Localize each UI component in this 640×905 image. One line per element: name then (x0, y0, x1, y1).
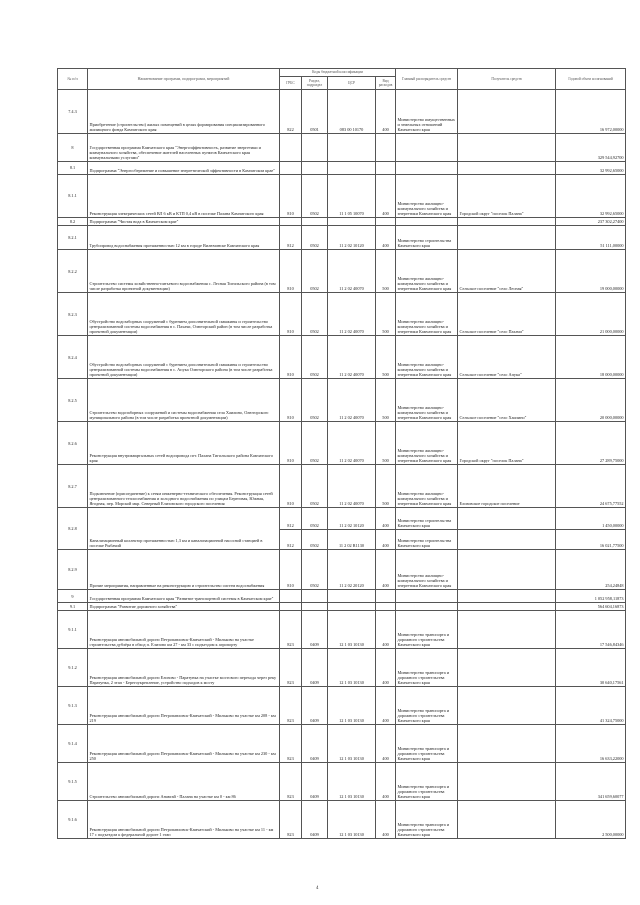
row-recipient (458, 162, 556, 175)
row-vr: 400 (376, 550, 396, 590)
row-main: Министерство транспорта и дорожного строительства Камчатского края (396, 611, 458, 649)
row-csr: 11 2 02 10120 (328, 508, 376, 530)
row-grbs (280, 603, 302, 611)
row-vr: 400 (376, 611, 396, 649)
row-main (396, 603, 458, 611)
table-header (58, 69, 626, 90)
row-name: Подпрограмма "Чистая вода в Камчатском крае" (88, 218, 280, 226)
row-amount: 30 640,17561 (556, 649, 626, 687)
row-main: Министерство транспорта и дорожного строительства Камчатского края (396, 763, 458, 801)
row-rz (302, 603, 328, 611)
row-grbs (280, 162, 302, 175)
row-name: Реконструкция автомобильной дороги Петропавловск-Камчатский - Мильково на участке км 11 - км 17 с подъездом к федеральной дороге 1 этап (88, 801, 280, 839)
row-main: Министерство жилищно-коммунального хозяйства и энергетики Камчатского края (396, 250, 458, 293)
row-rz: 0502 (302, 465, 328, 508)
row-csr: 11 2 02 40070 (328, 422, 376, 465)
header-rzpr: Раздел, подраздел (302, 77, 328, 90)
row-recipient (458, 801, 556, 839)
row-amount: 51 111,00000 (556, 226, 626, 250)
row-csr (328, 590, 376, 603)
row-main (396, 162, 458, 175)
row-vr: 500 (376, 250, 396, 293)
row-recipient: Сельское поселение "село Апука" (458, 336, 556, 379)
row-csr (328, 218, 376, 226)
budget-table (57, 68, 626, 839)
row-name: Подпрограмма "Энергосбережение и повышение энергетической эффективности в Камчатском крае" (88, 162, 280, 175)
row-name: Реконструкция автомобильной дороги Петропавловск-Камчатский - Мильково на участке строительства дублёра в обход п. Елизово км 27 - км 33 с подъездом к аэропорту (88, 611, 280, 649)
row-num: 8.2.4 (58, 336, 88, 379)
row-rz: 0502 (302, 379, 328, 422)
row-recipient: Сельское поселение "село Лесная" (458, 250, 556, 293)
row-csr: 11 2 02 40070 (328, 379, 376, 422)
row-recipient: Городской округ "поселок Палана" (458, 422, 556, 465)
table-row (58, 250, 626, 293)
table-row (58, 293, 626, 336)
row-recipient (458, 611, 556, 649)
row-name: Государственная программа Камчатского края "Развитие транспортной системы в Камчатском крае" (88, 590, 280, 603)
row-recipient (458, 226, 556, 250)
row-num: 8.2.1 (58, 226, 88, 250)
row-amount: 20 000,00000 (556, 379, 626, 422)
row-recipient (458, 218, 556, 226)
table-row (58, 550, 626, 590)
row-grbs: 810 (280, 422, 302, 465)
table-row (58, 687, 626, 725)
row-main: Министерство жилищно-коммунального хозяйства и энергетики Камчатского края (396, 550, 458, 590)
row-vr (376, 603, 396, 611)
table-row (58, 465, 626, 508)
row-rz (302, 134, 328, 162)
row-num: 9.1.4 (58, 725, 88, 763)
row-csr: 12 1 03 10130 (328, 725, 376, 763)
row-name: Реконструкция внутриквартальных сетей водопровода пгт. Палана Тигильского района Камчатского края (88, 422, 280, 465)
row-rz: 0409 (302, 649, 328, 687)
row-num: 9.1.3 (58, 687, 88, 725)
row-vr (376, 162, 396, 175)
row-recipient (458, 649, 556, 687)
table-row (58, 336, 626, 379)
row-main: Министерство имущественных и земельных отношений Камчатского края (396, 90, 458, 134)
row-main: Министерство жилищно-коммунального хозяйства и энергетики Камчатского края (396, 379, 458, 422)
row-amount: 16 972,00000 (556, 90, 626, 134)
row-amount: 41 324,75000 (556, 687, 626, 725)
table-row (58, 90, 626, 134)
row-csr: 11 2 02 40070 (328, 250, 376, 293)
row-rz (302, 162, 328, 175)
row-recipient (458, 603, 556, 611)
row-main: Министерство жилищно-коммунального хозяйства и энергетики Камчатского края (396, 422, 458, 465)
row-rz: 0502 (302, 250, 328, 293)
row-name: Прочие мероприятия, направленные на реконструкцию и строительство систем водоснабжения (88, 550, 280, 590)
row-name: Подпрограмма "Развитие дорожного хозяйства" (88, 603, 280, 611)
row-csr: 11 2 02 40070 (328, 336, 376, 379)
table-row (58, 603, 626, 611)
row-amount: 21 000,00000 (556, 293, 626, 336)
row-csr: 11 2 02 20120 (328, 550, 376, 590)
row-vr: 400 (376, 530, 396, 550)
row-grbs: 823 (280, 801, 302, 839)
row-main: Министерство транспорта и дорожного строительства Камчатского края (396, 801, 458, 839)
row-recipient (458, 550, 556, 590)
table-row (58, 611, 626, 649)
row-grbs: 823 (280, 687, 302, 725)
row-grbs (280, 218, 302, 226)
row-name: Реконструкция автомобильной дороги Елизово - Паратунка на участке мостового перехода через реку Паратунка, 2 этап - Берегоукрепление, устройство подходов к мосту (88, 649, 280, 687)
row-grbs: 823 (280, 763, 302, 801)
row-num: 9.1.1 (58, 611, 88, 649)
row-grbs: 810 (280, 250, 302, 293)
row-grbs: 822 (280, 90, 302, 134)
row-name: Строительство водозаборных сооружений и системы водоснабжения села Хаилино, Олюторского муниципального района (в том числе разработка проектной документации) (88, 379, 280, 422)
row-amount: 32 992,65000 (556, 175, 626, 218)
row-recipient: Сельское поселение "село Хаилино" (458, 379, 556, 422)
row-name: Реконструкция электрических сетей ВЛ 6 кВ и КТП 0,4 кВ в поселке Палана Камчатского края (88, 175, 280, 218)
row-num: 9.1.6 (58, 801, 88, 839)
header-csr: ЦСР (328, 77, 376, 90)
row-amount: 564 604,16873 (556, 603, 626, 611)
row-rz: 0502 (302, 422, 328, 465)
row-recipient (458, 90, 556, 134)
row-recipient: Сельское поселение "село Пахачи" (458, 293, 556, 336)
row-grbs: 810 (280, 465, 302, 508)
row-csr: 11 2 02 10120 (328, 226, 376, 250)
row-grbs: 823 (280, 611, 302, 649)
row-main: Министерство транспорта и дорожного строительства Камчатского края (396, 725, 458, 763)
table-row (58, 508, 626, 530)
row-num: 8.2.6 (58, 422, 88, 465)
table-row (58, 134, 626, 162)
row-csr: 083 00 10170 (328, 90, 376, 134)
header-grbs: ГРБС (280, 77, 302, 90)
row-grbs: 812 (280, 508, 302, 530)
row-rz: 0409 (302, 801, 328, 839)
row-vr: 400 (376, 90, 396, 134)
row-rz: 0502 (302, 293, 328, 336)
row-recipient: Елизовское городское поселение (458, 465, 556, 508)
row-amount: 341 659,60077 (556, 763, 626, 801)
header-name: Наименование программ, подпрограмм, мероприятий (88, 69, 280, 90)
row-num: 8.2.5 (58, 379, 88, 422)
row-amount: 1 052 958,11873 (556, 590, 626, 603)
row-num: 8.2.3 (58, 293, 88, 336)
row-rz: 0502 (302, 508, 328, 530)
row-csr: 12 1 03 10130 (328, 763, 376, 801)
table-row (58, 763, 626, 801)
row-num: 9.1.5 (58, 763, 88, 801)
row-amount: 16 633,22000 (556, 725, 626, 763)
row-csr (328, 134, 376, 162)
row-recipient (458, 725, 556, 763)
row-name: Обустройство водозаборных сооружений с бурением дополнительной скважины и строительство централизованной системы водоснабжения в с. Пахачи, Олюторский район (в том числе разработка проектной документации) (88, 293, 280, 336)
row-vr: 500 (376, 293, 396, 336)
table-row (58, 226, 626, 250)
row-name: Подключение (присоединение) к сетям инженерно-технического обеспечения. Реконструкция сетей централизованного теплоснабжения и холодного водоснабжения по улицам Береговая, Южная, Ягодная, пер. Морской мкр. Северный Елизовского городского поселения (88, 465, 280, 508)
row-amount: 24 675,77552 (556, 465, 626, 508)
row-rz: 0502 (302, 226, 328, 250)
row-csr: 11 2 02 R1130 (328, 530, 376, 550)
row-num: 8.2.2 (58, 250, 88, 293)
row-amount: 19 000,00000 (556, 250, 626, 293)
row-amount: 329 544,92700 (556, 134, 626, 162)
row-num: 7.4.3 (58, 90, 88, 134)
row-vr: 400 (376, 687, 396, 725)
row-name: Строительство системы хозяйственно-питьевого водоснабжения с. Лесная Тигильского района (в том числе разработка проектной документации) (88, 250, 280, 293)
row-num: 9.1 (58, 603, 88, 611)
page-number: 4 (316, 886, 319, 891)
row-csr: 12 1 03 10130 (328, 611, 376, 649)
row-csr: 11 2 02 40070 (328, 465, 376, 508)
row-rz (302, 590, 328, 603)
row-main: Министерство строительства Камчатского края (396, 226, 458, 250)
row-main (396, 134, 458, 162)
table-row (58, 379, 626, 422)
row-num: 9.1.2 (58, 649, 88, 687)
row-main: Министерство строительства Камчатского края (396, 530, 458, 550)
row-recipient (458, 508, 556, 530)
row-main: Министерство транспорта и дорожного строительства Камчатского края (396, 687, 458, 725)
row-vr: 400 (376, 801, 396, 839)
table-body (58, 90, 626, 839)
row-name: Трубопровод водоснабжения протяженностью 12 км в городе Вилючинске Камчатского края (88, 226, 280, 250)
header-grbs-name: Главный распорядитель средств (396, 69, 458, 90)
row-vr: 500 (376, 422, 396, 465)
row-grbs: 812 (280, 226, 302, 250)
row-name: Приобретение (строительство) жилых помещений в целях формирования специализированного жилищного фонда Камчатского края (88, 90, 280, 134)
table-row (58, 801, 626, 839)
row-num: 8.1.1 (58, 175, 88, 218)
table-row (58, 590, 626, 603)
table-row (58, 725, 626, 763)
row-amount: 17 546,84346 (556, 611, 626, 649)
row-rz: 0502 (302, 550, 328, 590)
row-main (396, 218, 458, 226)
row-csr (328, 603, 376, 611)
row-main: Министерство строительства Камчатского края (396, 508, 458, 530)
row-grbs: 812 (280, 530, 302, 550)
row-vr (376, 590, 396, 603)
row-vr: 500 (376, 336, 396, 379)
row-recipient: Городской округ "поселок Палана" (458, 175, 556, 218)
row-rz (302, 218, 328, 226)
row-rz: 0502 (302, 530, 328, 550)
row-vr: 400 (376, 175, 396, 218)
row-main: Министерство жилищно-коммунального хозяйства и энергетики Камчатского края (396, 465, 458, 508)
header-codes-group: Коды бюджетной классификации (280, 69, 396, 77)
header-num: № п/п (58, 69, 88, 90)
table-row (58, 422, 626, 465)
row-vr: 400 (376, 725, 396, 763)
row-amount: 1 450,00000 (556, 508, 626, 530)
row-rz: 0501 (302, 90, 328, 134)
row-grbs: 810 (280, 175, 302, 218)
row-main: Министерство жилищно-коммунального хозяйства и энергетики Камчатского края (396, 293, 458, 336)
row-name: Реконструкция автомобильной дороги Петропавловск-Камчатский - Мильково на участке км 230 - км 250 (88, 725, 280, 763)
row-csr: 12 1 03 10130 (328, 687, 376, 725)
header-recipient: Получатель средств (458, 69, 556, 90)
table-row (58, 218, 626, 226)
row-num: 8.2 (58, 218, 88, 226)
row-recipient (458, 763, 556, 801)
row-amount: 18 000,00000 (556, 336, 626, 379)
row-grbs: 810 (280, 379, 302, 422)
row-amount: 2 500,00000 (556, 801, 626, 839)
row-num: 8.1 (58, 162, 88, 175)
row-vr: 400 (376, 226, 396, 250)
row-rz: 0502 (302, 336, 328, 379)
row-amount: 237 302,27400 (556, 218, 626, 226)
row-amount: 254,24848 (556, 550, 626, 590)
document-sheet (57, 68, 625, 839)
row-vr: 400 (376, 649, 396, 687)
row-grbs: 810 (280, 293, 302, 336)
row-num: 8.2.9 (58, 550, 88, 590)
row-csr: 12 1 03 10130 (328, 649, 376, 687)
row-vr: 400 (376, 508, 396, 530)
row-rz: 0409 (302, 725, 328, 763)
row-vr (376, 134, 396, 162)
row-rz: 0409 (302, 611, 328, 649)
row-recipient (458, 530, 556, 550)
row-name: Реконструкция автомобильной дороги Петропавловск-Камчатский - Мильково на участке км 208 - км 219 (88, 687, 280, 725)
row-num: 8.2.8 (58, 508, 88, 550)
row-vr: 500 (376, 465, 396, 508)
table-row (58, 162, 626, 175)
row-num: 8 (58, 134, 88, 162)
row-grbs (280, 134, 302, 162)
row-grbs: 823 (280, 649, 302, 687)
row-vr (376, 218, 396, 226)
row-rz: 0409 (302, 687, 328, 725)
row-vr: 500 (376, 379, 396, 422)
table-row (58, 175, 626, 218)
header-amount: Годовой объем ассигнований (556, 69, 626, 90)
row-amount: 16 021,77500 (556, 530, 626, 550)
row-num: 9 (58, 590, 88, 603)
row-rz: 0409 (302, 763, 328, 801)
row-grbs: 810 (280, 550, 302, 590)
row-main: Министерство жилищно-коммунального хозяйства и энергетики Камчатского края (396, 175, 458, 218)
table-row (58, 649, 626, 687)
row-csr (328, 162, 376, 175)
row-name: Государственная программа Камчатского края "Энергоэффективность, развитие энергетики и коммунального хозяйства, обеспечение жителей населенных пунктов Камчатского края коммунальными услугами" (88, 134, 280, 162)
row-num: 8.2.7 (58, 465, 88, 508)
row-name: Канализационный коллектор протяженностью 1,3 км и канализационной насосной станцией в поселке Рыбачий (88, 508, 280, 550)
row-recipient (458, 134, 556, 162)
row-amount: 32 992,65000 (556, 162, 626, 175)
header-vr: Вид расходов (376, 77, 396, 90)
row-name: Обустройство водозаборных сооружений с бурением дополнительной скважины и строительство централизованной системы водоснабжения в с. Апука Олюторского района (в том числе разработка проектной документации) (88, 336, 280, 379)
row-amount: 27 289,75000 (556, 422, 626, 465)
row-vr: 400 (376, 763, 396, 801)
row-grbs (280, 590, 302, 603)
row-csr: 12 1 03 10130 (328, 801, 376, 839)
row-name: Строительство автомобильной дороги Анавгай - Палана на участке км 0 - км 86 (88, 763, 280, 801)
row-recipient (458, 590, 556, 603)
row-grbs: 810 (280, 336, 302, 379)
row-recipient (458, 687, 556, 725)
row-main: Министерство жилищно-коммунального хозяйства и энергетики Камчатского края (396, 336, 458, 379)
row-csr: 11 2 02 40070 (328, 293, 376, 336)
row-main: Министерство транспорта и дорожного строительства Камчатского края (396, 649, 458, 687)
row-main (396, 590, 458, 603)
row-grbs: 823 (280, 725, 302, 763)
row-csr: 11 1 05 10070 (328, 175, 376, 218)
row-rz: 0502 (302, 175, 328, 218)
